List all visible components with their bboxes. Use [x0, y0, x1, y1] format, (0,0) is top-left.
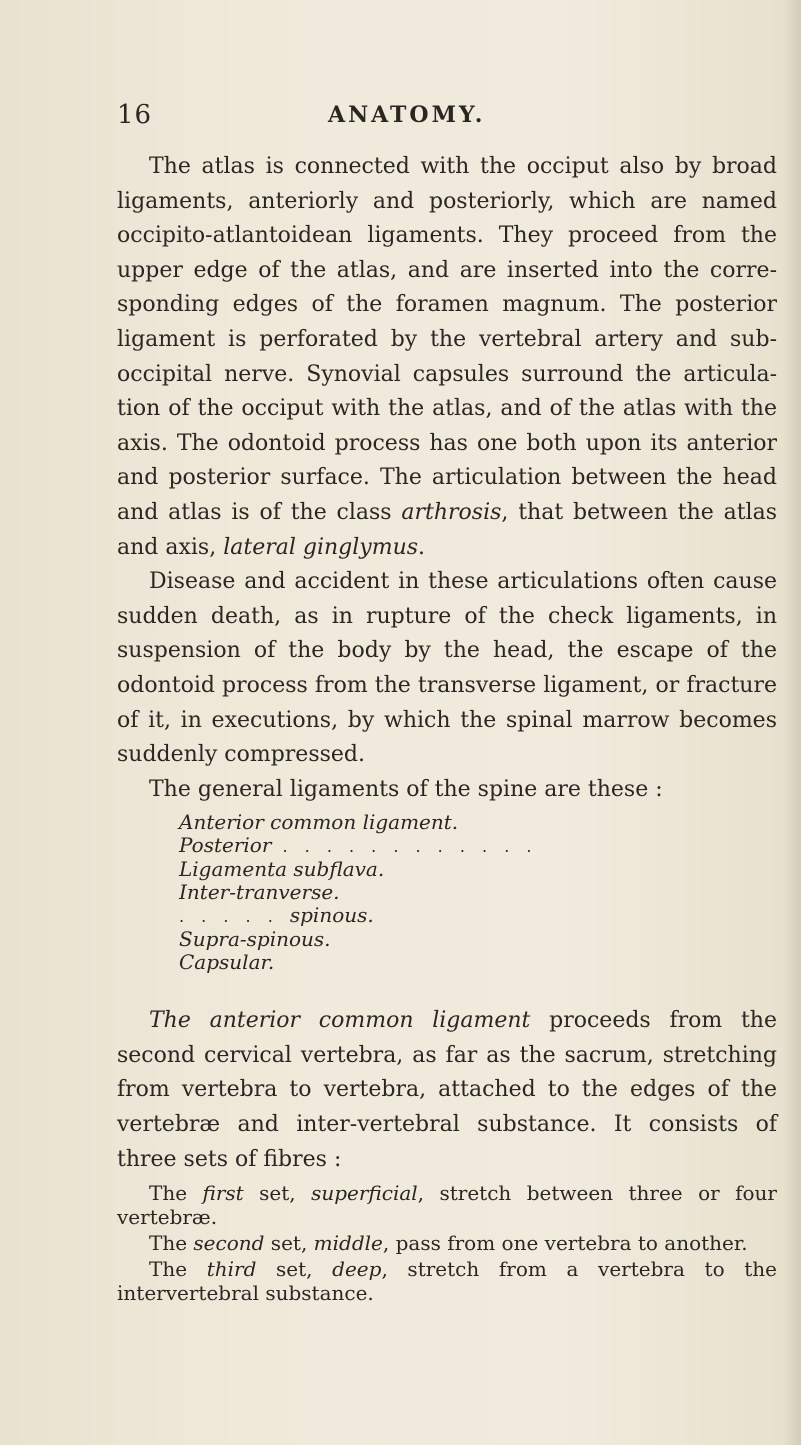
list-item-text: Supra-spinous. [179, 927, 331, 952]
list-item [179, 858, 777, 881]
leader-dots: . . . . . [179, 907, 290, 927]
fibre-text: The [149, 1231, 194, 1256]
italic-term: arthrosis [401, 499, 502, 525]
list-item [179, 834, 777, 858]
page-header [0, 100, 801, 140]
fibre-set-first [117, 1181, 777, 1229]
fibre-text: set, [256, 1257, 333, 1282]
paragraph-disease: Disease and accident in these articulations often cause sudden death, as in rupture of the check ligaments, in suspension of the body by the head, the escape of the odontoid process from the transverse ligament, or fracture of it, in executions, by which the spinal marrow becomes suddenly compressed. [117, 569, 777, 768]
italic-term: third [206, 1257, 257, 1282]
fibre-text: The [149, 1181, 203, 1206]
list-item [179, 811, 777, 834]
italic-term: middle [313, 1231, 383, 1256]
paragraph-text: . [418, 534, 426, 560]
page-number: 16 [117, 100, 153, 130]
italic-term: first [202, 1181, 244, 1206]
list-item-text: Capsular. [179, 950, 275, 975]
italic-term: lateral ginglymus [223, 534, 419, 560]
fibre-set-second [117, 1231, 777, 1255]
fibre-text: , pass from one vertebra to another. [382, 1231, 748, 1256]
fibre-text: set, [264, 1231, 314, 1256]
italic-term: second [193, 1231, 265, 1256]
page-body [117, 150, 777, 1307]
paragraph-text: proceeds from the second cervical vertebra, as far as the sacrum, stretching from vertebra to vertebra, attached to the edges of the vertebræ and inter-vertebral substance. It consists of three sets of fibres : [117, 1008, 777, 1172]
page-edge-shadow [783, 0, 801, 1445]
list-item-text: spinous. [289, 903, 374, 928]
paragraph-text: The atlas is connected with the occiput also by broad ligaments, anteriorly and posteriorly, which are named occipito-atlantoidean ligaments. They proceed from the upper edge of the atlas, and are inserted into the corresponding edges of the foramen magnum. The posterior ligament is perforated by the vertebral artery and suboccipital nerve. Synovial capsules surround the articulation of the occiput with the atlas, and of the atlas with the axis. The odontoid process has one both upon its anterior and posterior surface. The articulation between the head and atlas is of the class [117, 154, 777, 525]
list-item [179, 951, 777, 974]
paragraph-general-ligaments: The general ligaments of the spine are these : [149, 776, 663, 802]
fibre-text: The [149, 1257, 207, 1282]
paragraph-anterior-common-ligament [117, 1004, 777, 1177]
fibre-set-third [117, 1257, 777, 1305]
paragraph-atlas-ligaments [117, 150, 777, 565]
running-head: ANATOMY. [328, 102, 486, 128]
list-item [179, 904, 777, 928]
ligament-list [117, 811, 777, 974]
fibre-text: set, [243, 1181, 312, 1206]
italic-term: superficial [311, 1181, 418, 1206]
italic-term: The anterior common ligament [149, 1008, 531, 1034]
fibre-sets [117, 1181, 777, 1305]
fibre-text: , stretch from a vertebra to the intervertebral substance. [117, 1257, 777, 1306]
list-item [179, 881, 777, 904]
list-item-text: Inter-tranverse. [179, 880, 340, 905]
list-item-text: Posterior [179, 833, 272, 858]
italic-term: deep [332, 1257, 382, 1282]
list-item-text: Anterior common ligament. [179, 810, 459, 835]
paragraph-text: , that between the atlas and axis, [117, 499, 778, 560]
list-item-text: Ligamenta subflava. [179, 857, 385, 882]
leader-dots: . . . . . . . . . . . . [271, 837, 538, 857]
fibre-text: , stretch between three or four vertebræ. [117, 1181, 777, 1230]
list-item [179, 928, 777, 951]
